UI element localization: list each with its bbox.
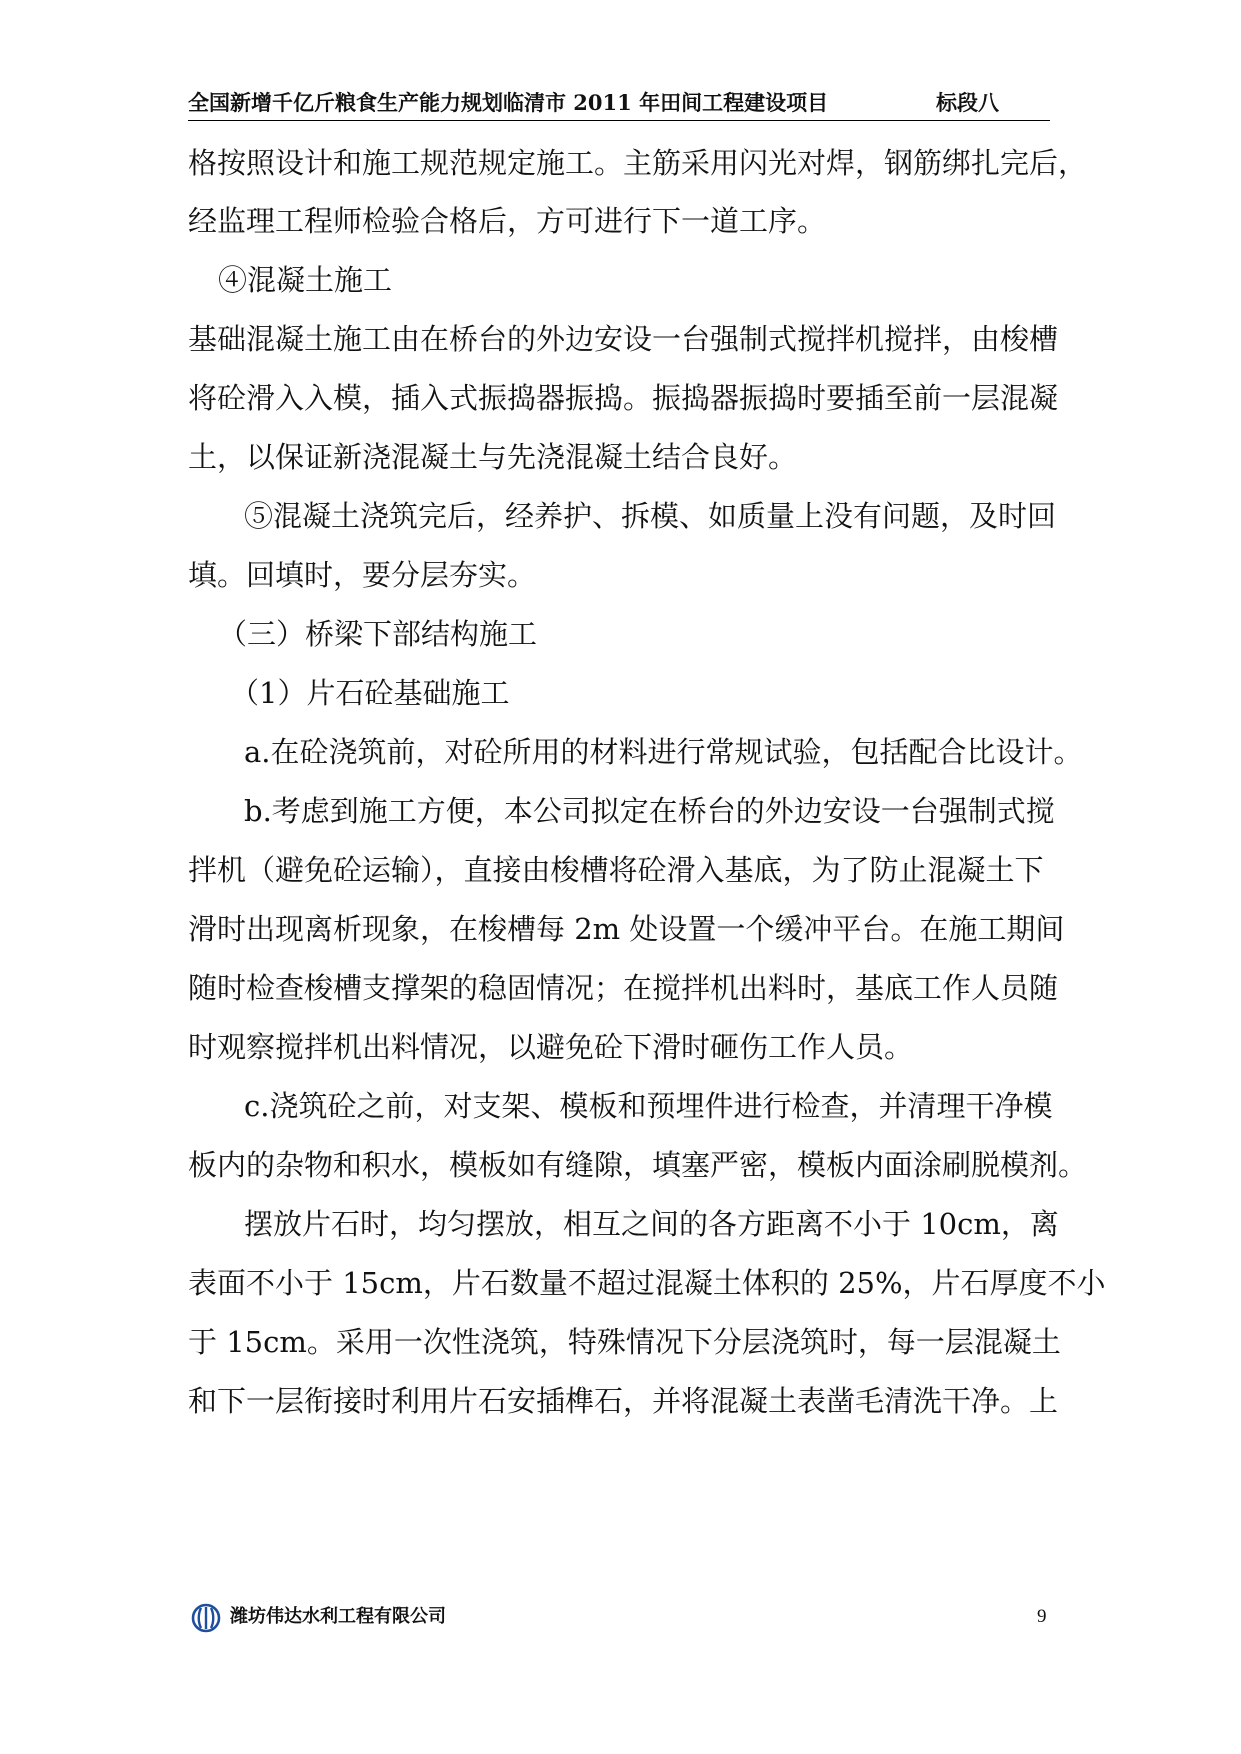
text-line: 基础混凝土施工由在桥台的外边安设一台强制式搅拌机搅拌，由梭槽: [188, 322, 1059, 356]
page-footer: [190, 1598, 1070, 1638]
text-line: 于 15cm。采用一次性浇筑，特殊情况下分层浇筑时，每一层混凝土: [188, 1325, 1061, 1359]
text-line: ④混凝土施工: [218, 263, 393, 297]
text-line: 土，以保证新浇混凝土与先浇混凝土结合良好。: [188, 440, 798, 474]
text-line: 将砼滑入入模，插入式振捣器振捣。振捣器振捣时要插至前一层混凝: [188, 381, 1059, 415]
text-line: （三）桥梁下部结构施工: [218, 617, 538, 651]
text-line: 拌机（避免砼运输），直接由梭槽将砼滑入基底，为了防止混凝土下: [188, 853, 1044, 887]
text-line: c.浇筑砼之前，对支架、模板和预埋件进行检查，并清理干净模: [244, 1089, 1053, 1123]
page-number: 9: [1037, 1606, 1047, 1627]
text-line: ⑤混凝土浇筑完后，经养护、拆模、如质量上没有问题，及时回: [244, 499, 1057, 533]
text-line: a.在砼浇筑前，对砼所用的材料进行常规试验，包括配合比设计。: [244, 735, 1083, 769]
text-line: 填。回填时，要分层夯实。: [188, 558, 537, 592]
text-line: b.考虑到施工方便，本公司拟定在桥台的外边安设一台强制式搅: [244, 794, 1055, 828]
company-name: 潍坊伟达水利工程有限公司: [230, 1606, 446, 1627]
page-header: [188, 90, 1050, 121]
header-section: 标段八: [936, 90, 999, 115]
text-line: 滑时出现离析现象，在梭槽每 2m 处设置一个缓冲平台。在施工期间: [188, 912, 1065, 946]
text-line: 格按照设计和施工规范规定施工。主筋采用闪光对焊，钢筋绑扎完后，: [188, 146, 1088, 180]
text-line: 表面不小于 15cm，片石数量不超过混凝土体积的 25%，片石厚度不小: [188, 1266, 1106, 1300]
company-logo-icon: [190, 1602, 222, 1634]
text-line: 经监理工程师检验合格后，方可进行下一道工序。: [188, 204, 827, 238]
text-line: 时观察搅拌机出料情况，以避免砼下滑时砸伤工作人员。: [188, 1030, 914, 1064]
text-line: 板内的杂物和积水，模板如有缝隙，填塞严密，模板内面涂刷脱模剂。: [188, 1148, 1088, 1182]
text-line: 随时检查梭槽支撑架的稳固情况；在搅拌机出料时，基底工作人员随: [188, 971, 1059, 1005]
text-line: （1）片石砼基础施工: [230, 676, 510, 710]
text-line: 摆放片石时，均匀摆放，相互之间的各方距离不小于 10cm，离: [244, 1207, 1059, 1241]
header-title: 全国新增千亿斤粮食生产能力规划临清市 2011 年田间工程建设项目: [188, 90, 829, 115]
text-line: 和下一层衔接时利用片石安插榫石，并将混凝土表凿毛清洗干净。上: [188, 1384, 1059, 1418]
